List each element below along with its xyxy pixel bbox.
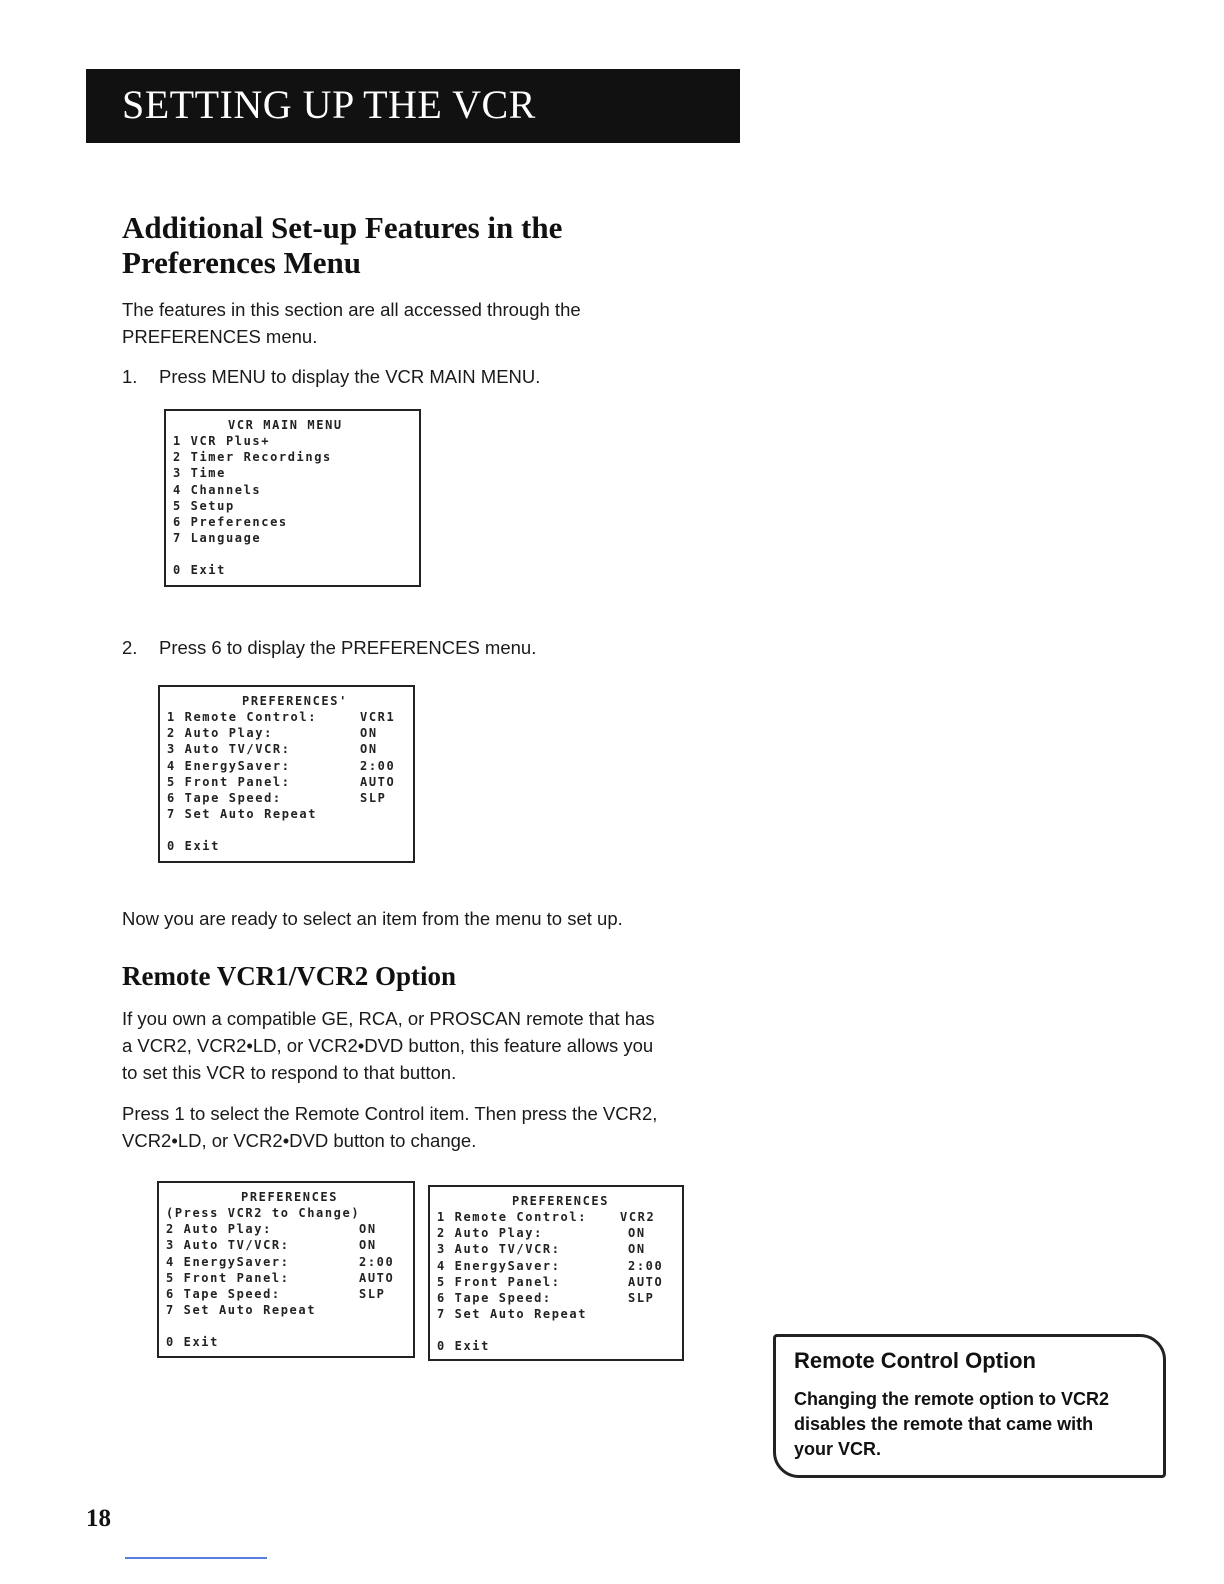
step-text: Press MENU to display the VCR MAIN MENU. [159, 366, 541, 387]
preferences-menu-screen [158, 685, 415, 863]
menu-item [167, 725, 413, 741]
intro-line1: The features in this section are all accessed through the [122, 299, 581, 320]
item-label: 6 Tape Speed: [437, 1290, 552, 1305]
note-line: Changing the remote option to VCR2 [794, 1389, 1109, 1409]
item-label: 4 EnergySaver: [166, 1254, 290, 1269]
item-label: 1 Remote Control: [437, 1210, 588, 1224]
item-value: SLP [360, 790, 387, 805]
menu-item [166, 1205, 413, 1221]
item-label: 3 Auto TV/VCR: [437, 1242, 561, 1257]
item-value: ON [628, 1242, 646, 1257]
paragraph-line: a VCR2, VCR2•LD, or VCR2•DVD button, this feature allows you [122, 1035, 654, 1056]
menu-item [437, 1306, 682, 1322]
paragraph-line: Press 1 to select the Remote Control item. Then press the VCR2, [122, 1103, 658, 1124]
menu-item [437, 1258, 682, 1274]
menu-item: 1 VCR Plus+ [173, 434, 271, 448]
item-value: VCR1 [360, 710, 396, 724]
note-line: your VCR. [794, 1439, 882, 1459]
menu-item: 5 Setup [173, 498, 235, 513]
remote-paragraph-2 [122, 1100, 657, 1154]
item-value: ON [360, 726, 378, 741]
paragraph-line: to set this VCR to respond to that button. [122, 1062, 457, 1083]
menu-item [167, 774, 413, 790]
item-value: 2:00 [628, 1258, 664, 1273]
item-label: 2 Auto Play: [166, 1222, 272, 1237]
menu-item [167, 741, 413, 757]
screen-title: PREFERENCES [241, 1190, 339, 1204]
item-label: 2 Auto Play: [437, 1226, 543, 1241]
item-label: 4 EnergySaver: [437, 1258, 561, 1273]
footer-rule [125, 1557, 267, 1559]
item-value: 2:00 [359, 1254, 395, 1269]
menu-item [437, 1241, 682, 1257]
step-text: Press 6 to display the PREFERENCES menu. [159, 637, 537, 658]
item-value: AUTO [628, 1274, 664, 1289]
menu-item [167, 758, 413, 774]
menu-item [166, 1270, 413, 1286]
remote-section-title: Remote VCR1/VCR2 Option [122, 961, 456, 991]
item-value: ON [628, 1226, 646, 1241]
item-label: 3 Auto TV/VCR: [166, 1238, 290, 1253]
menu-exit: 0 Exit [167, 839, 220, 854]
menu-item: 3 Time [173, 466, 226, 481]
menu-item [166, 1237, 413, 1253]
item-value: ON [360, 742, 378, 757]
item-value: SLP [359, 1286, 386, 1301]
menu-item [167, 790, 413, 806]
preferences-vcr2-screen [428, 1185, 684, 1361]
menu-item [437, 1225, 682, 1241]
paragraph-line: VCR2•LD, or VCR2•DVD button to change. [122, 1130, 477, 1151]
item-label: 7 Set Auto Repeat [166, 1303, 317, 1318]
note-title: Remote Control Option [794, 1348, 1036, 1373]
item-label: 2 Auto Play: [167, 726, 273, 741]
vcr-main-menu-screen [164, 409, 421, 587]
paragraph-line: If you own a compatible GE, RCA, or PROSCAN remote that has [122, 1008, 655, 1029]
menu-item [166, 1302, 413, 1318]
menu-item [437, 1274, 682, 1290]
item-label: 5 Front Panel: [437, 1274, 561, 1289]
menu-item [166, 1254, 413, 1270]
menu-exit: 0 Exit [166, 1335, 219, 1350]
menu-item: 7 Language [173, 531, 262, 546]
menu-item [166, 1286, 413, 1302]
ready-text: Now you are ready to select an item from the menu to set up. [122, 908, 623, 929]
menu-item: 2 Timer Recordings [173, 450, 332, 465]
section-title-line1: Additional Set-up Features in the [122, 210, 563, 245]
screen-title: VCR MAIN MENU [228, 418, 343, 432]
step-number: 2. [122, 637, 138, 658]
intro-paragraph [122, 296, 581, 350]
remote-control-option-note [773, 1334, 1166, 1478]
menu-item: 6 Preferences [173, 514, 288, 529]
item-label: 7 Set Auto Repeat [437, 1307, 588, 1322]
menu-item: 4 Channels [173, 482, 262, 497]
item-value: AUTO [359, 1270, 395, 1285]
menu-item [167, 806, 413, 822]
item-label: (Press VCR2 to Change) [166, 1206, 361, 1220]
item-label: 5 Front Panel: [167, 774, 291, 789]
item-value: AUTO [360, 774, 396, 789]
item-label: 6 Tape Speed: [167, 790, 282, 805]
menu-item [167, 709, 413, 725]
item-label: 3 Auto TV/VCR: [167, 742, 291, 757]
note-line: disables the remote that came with [794, 1414, 1094, 1434]
item-value: ON [359, 1222, 377, 1237]
menu-item [437, 1209, 682, 1225]
item-value: VCR2 [620, 1210, 656, 1224]
menu-exit: 0 Exit [173, 563, 226, 578]
menu-exit: 0 Exit [437, 1339, 490, 1354]
item-value: 2:00 [360, 758, 396, 773]
screen-title: PREFERENCES' [242, 694, 348, 708]
step-number: 1. [122, 366, 138, 387]
menu-item [437, 1290, 682, 1306]
note-body [794, 1387, 1145, 1462]
preferences-press-vcr2-screen [157, 1181, 415, 1358]
item-value: SLP [628, 1290, 655, 1305]
section-banner: SETTING UP THE VCR [86, 69, 740, 143]
section-title-line2: Preferences Menu [122, 245, 362, 280]
item-label: 5 Front Panel: [166, 1270, 290, 1285]
item-label: 6 Tape Speed: [166, 1286, 281, 1301]
page-number: 18 [86, 1505, 111, 1532]
screen-title: PREFERENCES [512, 1194, 610, 1208]
menu-item [166, 1221, 413, 1237]
item-label: 4 EnergySaver: [167, 758, 291, 773]
item-label: 7 Set Auto Repeat [167, 807, 318, 822]
item-value: ON [359, 1238, 377, 1253]
item-label: 1 Remote Control: [167, 710, 318, 724]
intro-line2: PREFERENCES menu. [122, 326, 318, 347]
section-title [122, 210, 562, 280]
remote-paragraph-1 [122, 1005, 655, 1086]
